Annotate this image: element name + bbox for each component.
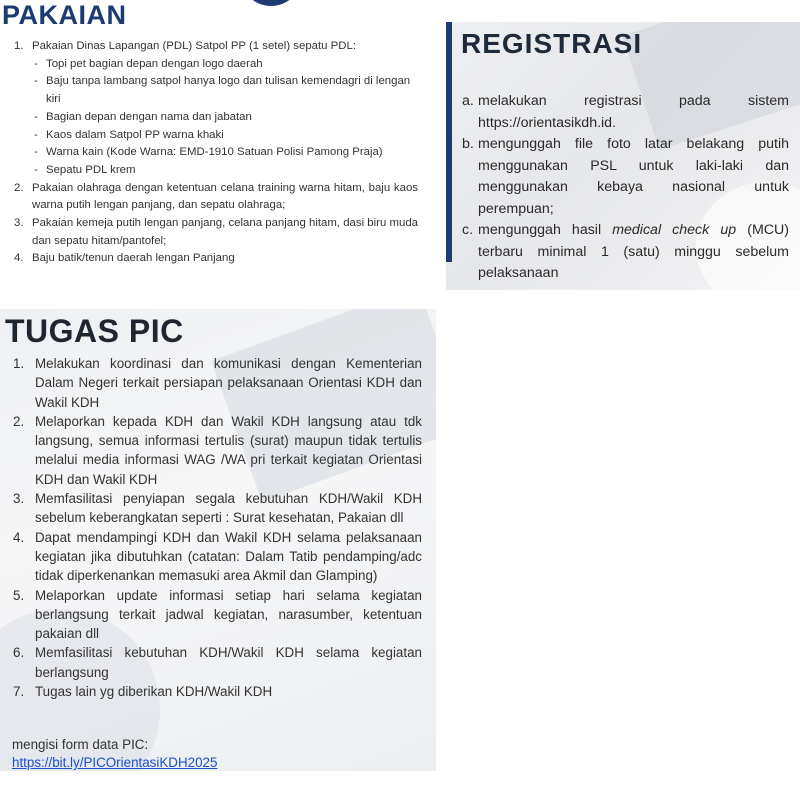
list-text-italic: medical check up [612,222,737,238]
sub-list-item: - Bagian depan dengan nama dan jabatan [34,110,252,123]
sub-list-item: - Topi pet bagian depan dengan logo daerah [34,57,263,70]
list-text: Pakaian Dinas Lapangan (PDL) Satpol PP (1 setel) sepatu PDL: [32,40,356,52]
form-link[interactable]: https://bit.ly/PICOrientasiKDH2025 [12,755,218,770]
list-item [462,91,789,134]
pakaian-title: PAKAIAN [2,0,127,30]
sub-item-text: Bagian depan dengan nama dan jabatan [46,110,252,123]
list-text: mengunggah file foto latar belakang putih menggunakan PSL untuk laki-laki dan menggunakan kebaya nasional untuk perempuan; [478,136,789,217]
list-number: 4. [13,529,25,545]
list-item [0,215,418,250]
sub-list-item: - Warna kain (Kode Warna: EMD-1910 Satuan Polisi Pamong Praja) [34,146,383,159]
decorative-shape [240,0,302,6]
tugas-pic-title: TUGAS PIC [5,313,184,349]
list-text-before: mengunggah hasil [478,222,613,238]
registrasi-list [462,91,789,285]
list-text: Melaporkan update informasi setiap hari selama kegiatan berlangsung terkait jadwal kegiatan, narasumber, ketentuan pakaian dll [35,587,422,642]
list-number: 3. [13,491,25,507]
list-number: 3. [14,217,24,230]
pakaian-list [0,38,418,268]
list-item [0,412,422,489]
list-text: melakukan registrasi pada sistem https://orientasikdh.id. [478,93,789,131]
list-item [0,586,422,644]
accent-bar [446,22,452,262]
list-text: Pakaian kemeja putih lengan panjang, celana panjang hitam, dasi biru muda dan sepatu hitam/pantofel; [32,217,418,247]
list-item [0,180,418,215]
list-number: 2. [13,413,25,429]
list-text: Melaporkan kepada KDH dan Wakil KDH langsung atau tdk langsung, semua informasi tertulis (surat) maupun tidak tertulis melalui media informasi WAG /WA pri terkait kegiatan Orientasi KDH dan Wakil KDH [35,413,422,487]
tugas-pic-list [0,354,422,701]
form-label: mengisi form data PIC: [12,737,149,752]
list-item [462,220,789,285]
list-number: 7. [13,684,25,700]
sub-list-item: - Baju tanpa lambang satpol hanya logo dan tulisan kemendagri di lengan kiri [34,75,411,106]
list-number: 1. [14,40,24,52]
sub-list [32,56,418,180]
pakaian-panel [0,0,430,290]
list-number: b. [462,136,474,152]
list-item [462,134,789,220]
list-item [0,643,422,682]
list-text-after: (MCU) terbaru minimal 1 (satu) minggu sebelum pelaksanaan [478,222,789,281]
list-number: a. [462,93,474,109]
sub-item-text: Baju tanpa lambang satpol hanya logo dan tulisan kemendagri di lengan kiri [46,75,411,106]
list-item [0,38,418,180]
registrasi-title: REGISTRASI [461,28,643,59]
list-item [0,528,422,586]
list-item [0,250,418,268]
sub-item-text: Topi pet bagian depan dengan logo daerah [46,57,263,70]
list-number: 4. [14,252,24,265]
list-number: 2. [14,181,24,194]
list-item [0,354,422,412]
list-text: Tugas lain yg diberikan KDH/Wakil KDH [35,684,273,700]
list-number: c. [462,222,474,238]
sub-list-item: - Kaos dalam Satpol PP warna khaki [34,128,224,141]
sub-item-text: Warna kain (Kode Warna: EMD-1910 Satuan Polisi Pamong Praja) [46,146,383,159]
sub-item-text: Kaos dalam Satpol PP warna khaki [46,128,224,141]
sub-item-text: Sepatu PDL krem [46,163,136,176]
sub-list-item: - Sepatu PDL krem [34,163,136,176]
list-text: Memfasilitasi penyiapan segala kebutuhan KDH/Wakil KDH sebelum keberangkatan seperti : Surat kesehatan, Pakaian dll [35,491,422,526]
list-text: Pakaian olahraga dengan ketentuan celana training warna hitam, baju kaos warna putih lengan panjang, dan sepatu olahraga; [32,181,418,212]
list-text: Melakukan koordinasi dan komunikasi dengan Kementerian Dalam Negeri terkait persiapan pelaksanaan Orientasi KDH dan Wakil KDH [35,356,422,410]
list-text: Dapat mendampingi KDH dan Wakil KDH selama pelaksanaan kegiatan jika dibutuhkan (catatan: Dalam Tatib pendamping/adc tidak diperkenankan memasuki area Akmil dan Glamping) [35,529,422,584]
list-text: Baju batik/tenun daerah lengan Panjang [32,252,235,265]
list-text: Memfasilitasi kebutuhan KDH/Wakil KDH selama kegiatan berlangsung [35,645,422,680]
list-number: 6. [13,645,25,661]
list-item [0,489,422,528]
list-number: 1. [13,356,25,371]
registrasi-panel [446,22,800,290]
list-number: 5. [13,587,25,603]
list-item [0,682,422,701]
tugas-pic-panel [0,309,436,771]
